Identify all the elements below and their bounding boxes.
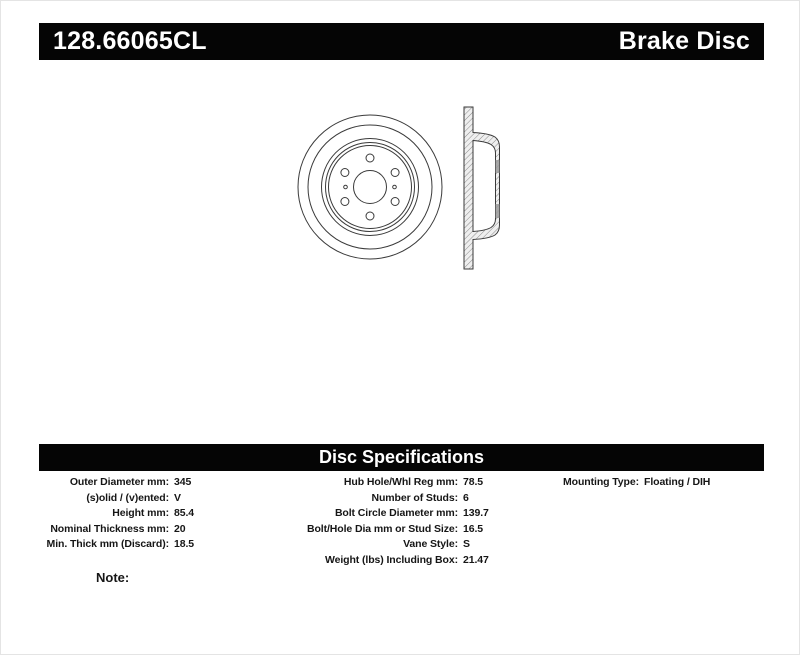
spec-value: S (463, 538, 470, 550)
spec-value: 21.47 (463, 553, 489, 566)
spec-label: Bolt/Hole Dia mm or Stud Size: (306, 522, 458, 535)
bolt-hole (366, 212, 374, 220)
spec-value: 6 (463, 491, 469, 504)
center-hole (354, 171, 387, 204)
page-title: Brake Disc (618, 27, 750, 55)
header-bar (39, 23, 764, 60)
spec-value: 85.4 (174, 507, 195, 519)
spec-row-number-of-studs (271, 491, 489, 507)
side-section-view (464, 107, 500, 269)
spec-label: Nominal Thickness mm: (50, 522, 169, 535)
spec-row-outer-diameter (41, 475, 194, 491)
alignment-hole (393, 185, 397, 189)
spec-label: Hub Hole/Whl Reg mm: (343, 476, 458, 488)
spec-value: 20 (174, 522, 186, 535)
spec-row-bolt-circle-diameter (271, 506, 489, 522)
spec-label: Height mm: (112, 507, 169, 519)
spec-value: 345 (174, 476, 192, 488)
spec-row-bolt-hole-dia (271, 522, 489, 538)
front-view (298, 115, 442, 259)
alignment-hole (344, 185, 348, 189)
spec-label: Min. Thick mm (Discard): (46, 538, 169, 550)
spec-column-left (41, 475, 194, 553)
spec-label: Mounting Type: (563, 476, 639, 488)
spec-value: 18.5 (174, 538, 195, 550)
spec-value: 16.5 (463, 522, 484, 535)
spec-label: Outer Diameter mm: (69, 476, 169, 488)
bolt-hole (366, 154, 374, 162)
spec-label: Weight (lbs) Including Box: (324, 553, 458, 566)
brake-disc-drawing (286, 97, 516, 281)
spec-row-hub-hole (271, 475, 489, 491)
bolt-hole (341, 198, 349, 206)
note-label: Note: (96, 570, 130, 585)
part-number: 128.66065CL (53, 27, 207, 55)
bolt-hole (341, 169, 349, 177)
spec-column-middle (271, 475, 489, 568)
spec-row-min-thick (41, 537, 194, 553)
spec-row-solid-vented (41, 491, 194, 507)
spec-row-vane-style (271, 537, 489, 553)
spec-label: Vane Style: (403, 538, 458, 550)
spec-value: 139.7 (463, 507, 489, 519)
spec-row-weight (271, 553, 489, 569)
spec-label: (s)olid / (v)ented: (86, 491, 169, 504)
spec-row-nominal-thickness (41, 522, 194, 538)
spec-value: Floating / DIH (644, 476, 711, 488)
spec-section-bar (39, 444, 764, 471)
spec-row-mounting-type (541, 475, 710, 491)
spec-label: Number of Studs: (371, 491, 458, 504)
bolt-hole (391, 198, 399, 206)
spec-column-right (541, 475, 710, 491)
spec-label: Bolt Circle Diameter mm: (334, 507, 458, 519)
spec-row-height (41, 506, 194, 522)
spec-section-title: Disc Specifications (318, 447, 485, 467)
spec-value: 78.5 (463, 476, 484, 488)
bolt-hole (391, 169, 399, 177)
spec-value: V (174, 491, 181, 504)
